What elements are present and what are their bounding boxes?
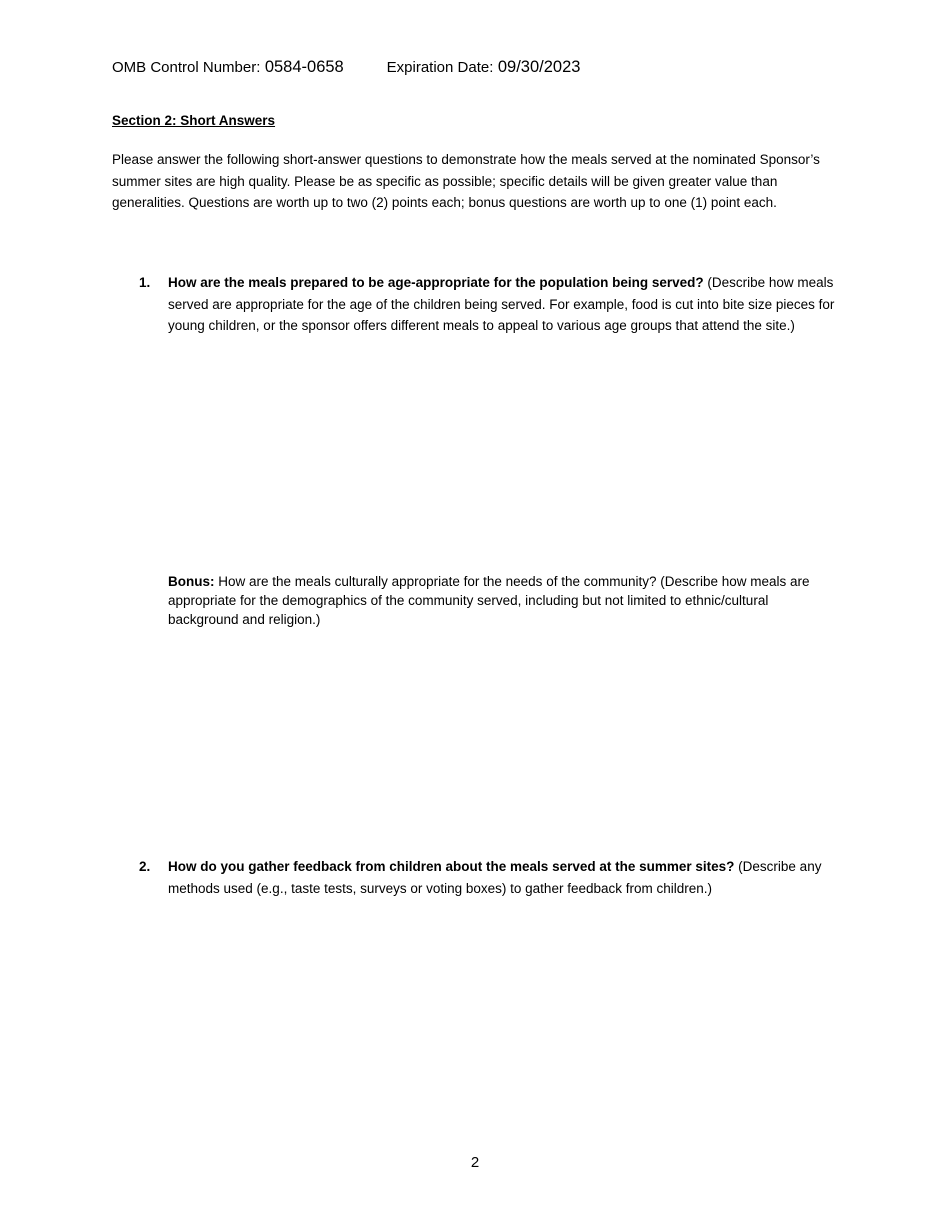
- question-prompt: How do you gather feedback from children about the meals served at the summer sites?: [168, 859, 735, 874]
- section-title: Section 2: Short Answers: [112, 113, 276, 128]
- page-number: 2: [470, 1154, 480, 1171]
- bonus-text: How are the meals culturally appropriate for the needs of the community? (Describe how meals are appropriate for the demographics of the community served, including but not limited to ethnic/cultural background and religion.): [168, 574, 810, 627]
- question-2: [112, 856, 837, 899]
- expiration-date: 09/30/2023: [497, 58, 581, 76]
- question-prompt: How are the meals prepared to be age-appropriate for the population being served?: [168, 275, 704, 290]
- question-1: [112, 272, 837, 337]
- question-description: (Describe how meals served are appropriate for the age of the children being served. For example, food is cut into bite size pieces for young children, or the sponsor offers different meals to appeal to various age groups that attend the site.): [168, 275, 835, 334]
- section-intro: Please answer the following short-answer questions to demonstrate how the meals served at the nominated Sponsor’s summer sites are high quality. Please be as specific as possible; specific details will be given greater value than generalities. Questions are worth up to two (2) points each; bonus questions are worth up to one (1) point each.: [112, 152, 820, 211]
- bonus-label: Bonus:: [168, 574, 215, 589]
- question-number: 2.: [139, 859, 151, 874]
- omb-control-number: 0584-0658: [264, 58, 344, 76]
- omb-control-label: OMB Control Number:: [112, 59, 261, 76]
- form-header: [112, 57, 580, 78]
- question-body: [168, 272, 837, 337]
- question-number: 1.: [139, 275, 151, 290]
- bonus-question: [168, 572, 838, 629]
- question-description: (Describe any methods used (e.g., taste tests, surveys or voting boxes) to gather feedback from children.): [168, 859, 822, 896]
- expiration-label: Expiration Date:: [386, 59, 494, 76]
- question-body: [168, 856, 837, 899]
